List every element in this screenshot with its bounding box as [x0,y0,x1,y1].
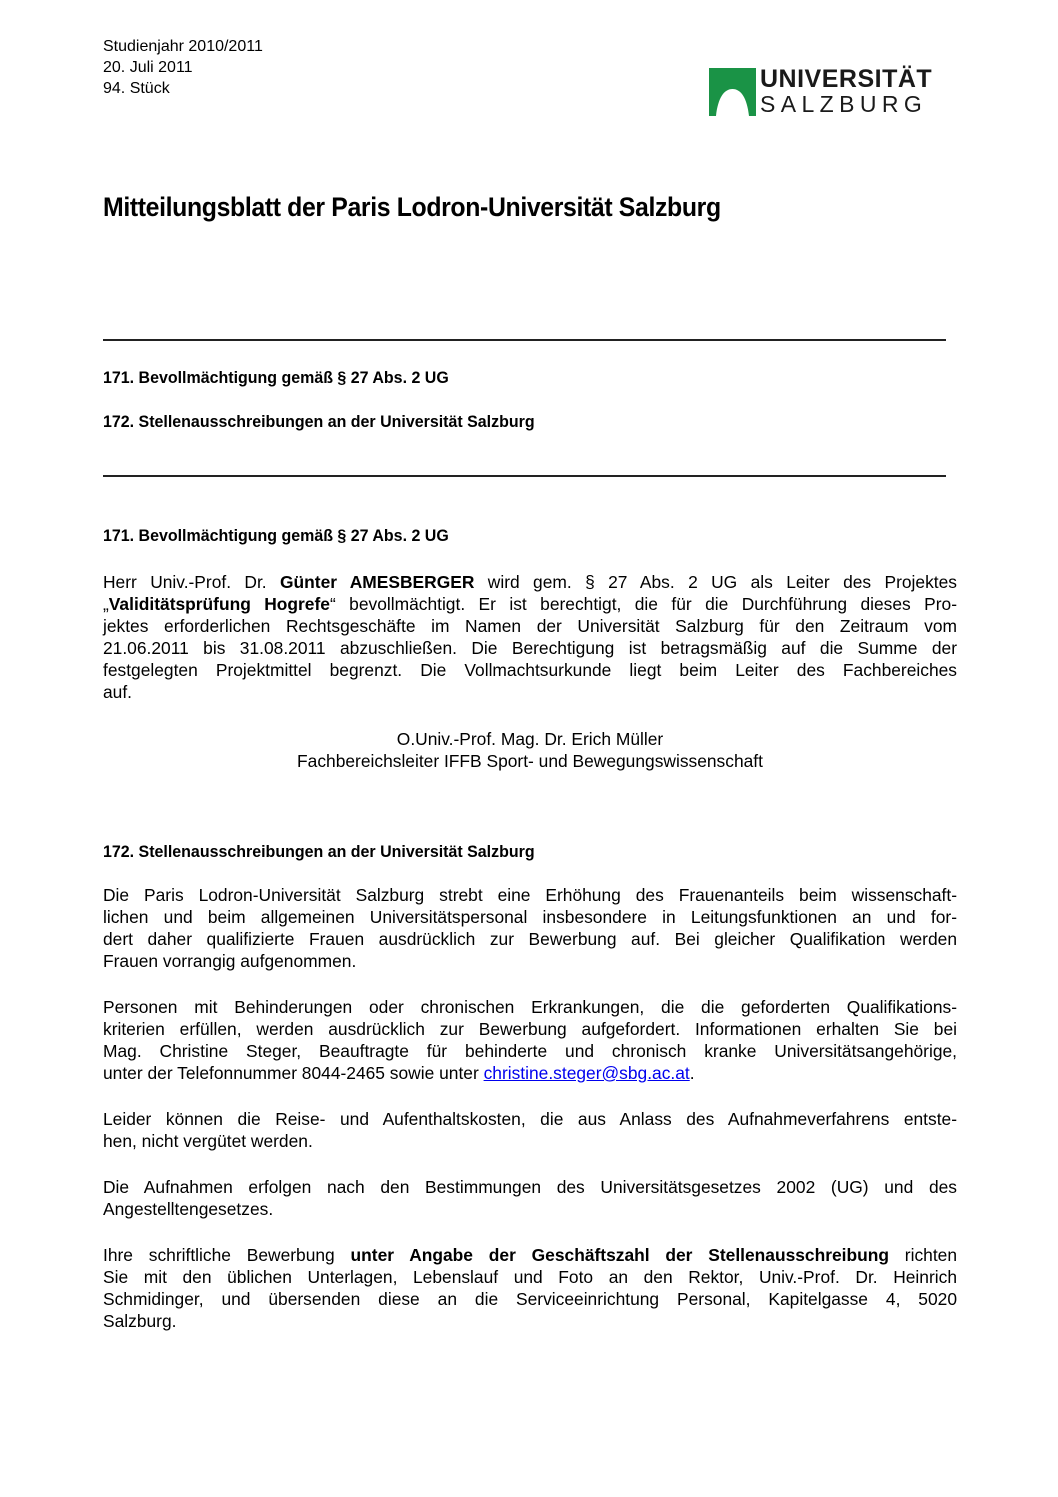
section-172-heading: 172. Stellenausschreibungen an der Universität Salzburg [103,842,535,861]
text-span: unter der Telefonnummer 8044-2465 sowie unter [103,1063,484,1083]
divider-top [103,339,946,341]
logo-text-salzburg: SALZBURG [760,91,928,117]
text-line: lichen und beim allgemeinen Universitätspersonal insbesondere in Leitungsfunktionen an und for- [103,907,957,927]
text-span: Herr Univ.-Prof. Dr. [103,572,281,592]
email-link[interactable]: christine.steger@sbg.ac.at [483,1063,690,1083]
text-line: 21.06.2011 bis 31.08.2011 abzuschließen. Die Berechtigung ist betragsmäßig auf die Summe der [103,638,957,658]
text-line: hen, nicht vergütet werden. [103,1131,313,1151]
person-name: Günter AMESBERGER [280,572,475,592]
text-line: dert daher qualifizierte Frauen ausdrücklich zur Bewerbung auf. Bei gleicher Qualifikation werden [103,929,957,949]
text-span: Ihre schriftliche Bewerbung [103,1245,351,1265]
text-line: Schmidinger, und übersenden diese an die Serviceeinrichtung Personal, Kapitelgasse 4, 5020 [103,1289,957,1309]
text-line: auf. [103,682,133,702]
text-line: Angestelltengesetzes. [103,1199,274,1219]
logo-arch-icon [709,68,756,116]
issue-number: 94. Stück [103,80,170,97]
text-line [103,1062,957,1084]
text-line: kriterien erfüllen, werden ausdrücklich zur Bewerbung aufgefordert. Informationen erhalten Sie bei [103,1019,957,1039]
divider-bottom [103,475,946,477]
issue-date: 20. Juli 2011 [103,59,193,76]
text-span: . [689,1063,695,1083]
toc-item-172: 172. Stellenausschreibungen an der Universität Salzburg [103,412,535,431]
text-span: „ [103,594,109,614]
section-172-paragraph-5 [103,1244,957,1332]
text-span: wird gem. § 27 Abs. 2 UG als Leiter des Projektes [474,572,957,592]
section-172-paragraph-1 [103,884,957,972]
text-line: jektes erforderlichen Rechtsgeschäfte im Namen der Universität Salzburg für den Zeitraum vom [103,616,957,636]
section-171-paragraph [103,571,957,703]
signatory-name: O.Univ.-Prof. Mag. Dr. Erich Müller [396,729,664,749]
signature-block [103,728,957,772]
emphasis-text: unter Angabe der Geschäftszahl der Stellenausschreibung [350,1245,889,1265]
text-line [103,571,957,593]
academic-year: Studienjahr 2010/2011 [103,38,263,55]
text-line: Die Paris Lodron-Universität Salzburg strebt eine Erhöhung des Frauenanteils beim wissenschaft- [103,885,957,905]
text-line: Salzburg. [103,1311,177,1331]
text-span: richten [888,1245,957,1265]
text-line: Frauen vorrangig aufgenommen. [103,951,357,971]
text-line: Sie mit den üblichen Unterlagen, Lebenslauf und Foto an den Rektor, Univ.-Prof. Dr. Heinrich [103,1267,957,1287]
university-logo [709,65,933,120]
text-line: Personen mit Behinderungen oder chronischen Erkrankungen, die die geforderten Qualifikations- [103,997,957,1017]
issue-meta [103,36,263,99]
text-line [103,593,957,615]
project-name: Validitätsprüfung Hogrefe [108,594,330,614]
document-title: Mitteilungsblatt der Paris Lodron-Universität Salzburg [103,192,721,222]
section-172-paragraph-4 [103,1176,957,1220]
section-172-paragraph-3 [103,1108,957,1152]
text-line [103,1244,957,1266]
toc-item-171: 171. Bevollmächtigung gemäß § 27 Abs. 2 UG [103,368,449,387]
section-172-paragraph-2 [103,996,957,1084]
signatory-role: Fachbereichsleiter IFFB Sport- und Bewegungswissenschaft [297,751,763,771]
section-171-heading: 171. Bevollmächtigung gemäß § 27 Abs. 2 UG [103,526,449,545]
text-line: Die Aufnahmen erfolgen nach den Bestimmungen des Universitätsgesetzes 2002 (UG) und des [103,1177,957,1197]
text-line: festgelegten Projektmittel begrenzt. Die Vollmachtsurkunde liegt beim Leiter des Fachbereiches [103,660,957,680]
text-span: “ bevollmächtigt. Er ist berechtigt, die für die Durchführung dieses Pro- [329,594,957,614]
text-line: Mag. Christine Steger, Beauftragte für behinderte und chronisch kranke Universitätsangehörige, [103,1041,957,1061]
text-line: Leider können die Reise- und Aufenthaltskosten, die aus Anlass des Aufnahmeverfahrens entste- [103,1109,957,1129]
logo-text-universitaet: UNIVERSITÄT [760,65,933,93]
